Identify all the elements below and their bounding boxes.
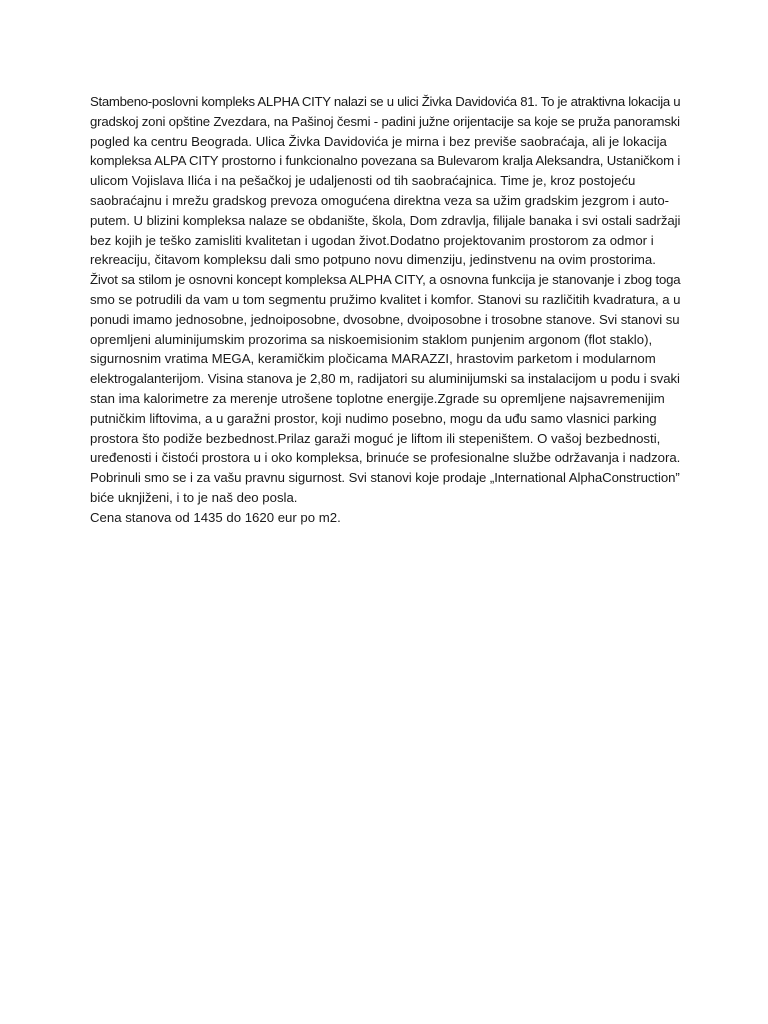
text-line: ponudi imamo jednosobne, jednoiposobne, dvosobne, dvoiposobne i trosobne stanove. Svi stanovi su <box>90 311 680 327</box>
document-text <box>90 92 680 528</box>
text-line: bez kojih je teško zamisliti kvalitetan i ugodan život.Dodatno projektovanim prostorom za odmor i <box>90 232 654 248</box>
text-line: uređenosti i čistoći prostora u i oko kompleksa, brinuće se profesionalne službe održavanja i nadzora. <box>90 450 681 466</box>
text-line: sigurnosnim vratima MEGA, keramičkim pločicama MARAZZI, hrastovim parketom i modularnom <box>90 351 656 367</box>
text-line: pogled ka centru Beograda. Ulica Živka Davidovića je mirna i bez previše saobraćaja, ali je lokacija <box>90 133 667 149</box>
text-line: Pobrinuli smo se i za vašu pravnu sigurnost. Svi stanovi koje prodaje „International AlphaConstruction” <box>90 470 680 486</box>
text-line: elektrogalanterijom. Visina stanova je 2,80 m, radijatori su aluminijumski sa instalacijom u podu i svaki <box>90 371 680 387</box>
text-line: putničkim liftovima, a u garažni prostor, koji nudimo posebno, mogu da uđu samo vlasnici parking <box>90 410 657 426</box>
text-line: stan ima kalorimetre za merenje utrošene toplotne energije.Zgrade su opremljene najsavremenijim <box>90 390 665 406</box>
text-line: putem. U blizini kompleksa nalaze se obdanište, škola, Dom zdravlja, filijale banaka i svi ostali sadržaji <box>90 212 681 228</box>
text-line: smo se potrudili da vam u tom segmentu pružimo kvalitet i komfor. Stanovi su različitih kvadratura, a u <box>90 291 681 307</box>
text-line: biće uknjiženi, i to je naš deo posla. <box>90 489 298 505</box>
text-line: rekreaciju, čitavom kompleksu dali smo potpuno novu dimenziju, jedinstvenu na ovim prostorima. <box>90 252 656 268</box>
text-line: saobraćajnu i mrežu gradskog prevoza omogućena direktna veza sa užim gradskim jezgrom i auto- <box>90 192 670 208</box>
text-line: opremljeni aluminijumskim prozorima sa niskoemisionim staklom punjenim argonom (flot staklo), <box>90 331 653 347</box>
price-line: Cena stanova od 1435 do 1620 eur po m2. <box>90 509 341 525</box>
text-line: Život sa stilom je osnovni koncept kompleksa ALPHA CITY, a osnovna funkcija je stanovanje i zbog toga <box>90 272 681 288</box>
text-line: prostora što podiže bezbednost.Prilaz garaži moguć je liftom ili stepeništem. O vašoj bezbednosti, <box>90 430 661 446</box>
text-line: ulicom Vojislava Ilića i na pešačkoj je udaljenosti od tih saobraćajnica. Time je, kroz postojeću <box>90 173 636 189</box>
text-line: kompleksa ALPA CITY prostorno i funkcionalno povezana sa Bulevarom kralja Aleksandra, Ustaničkom i <box>90 153 681 169</box>
text-line: Stambeno-poslovni kompleks ALPHA CITY nalazi se u ulici Živka Davidovića 81. To je atraktivna lokacija u <box>90 94 681 109</box>
text-line: gradskoj zoni opštine Zvezdara, na Pašinoj česmi - padini južne orijentacije sa koje se pruža panoramski <box>90 113 680 129</box>
